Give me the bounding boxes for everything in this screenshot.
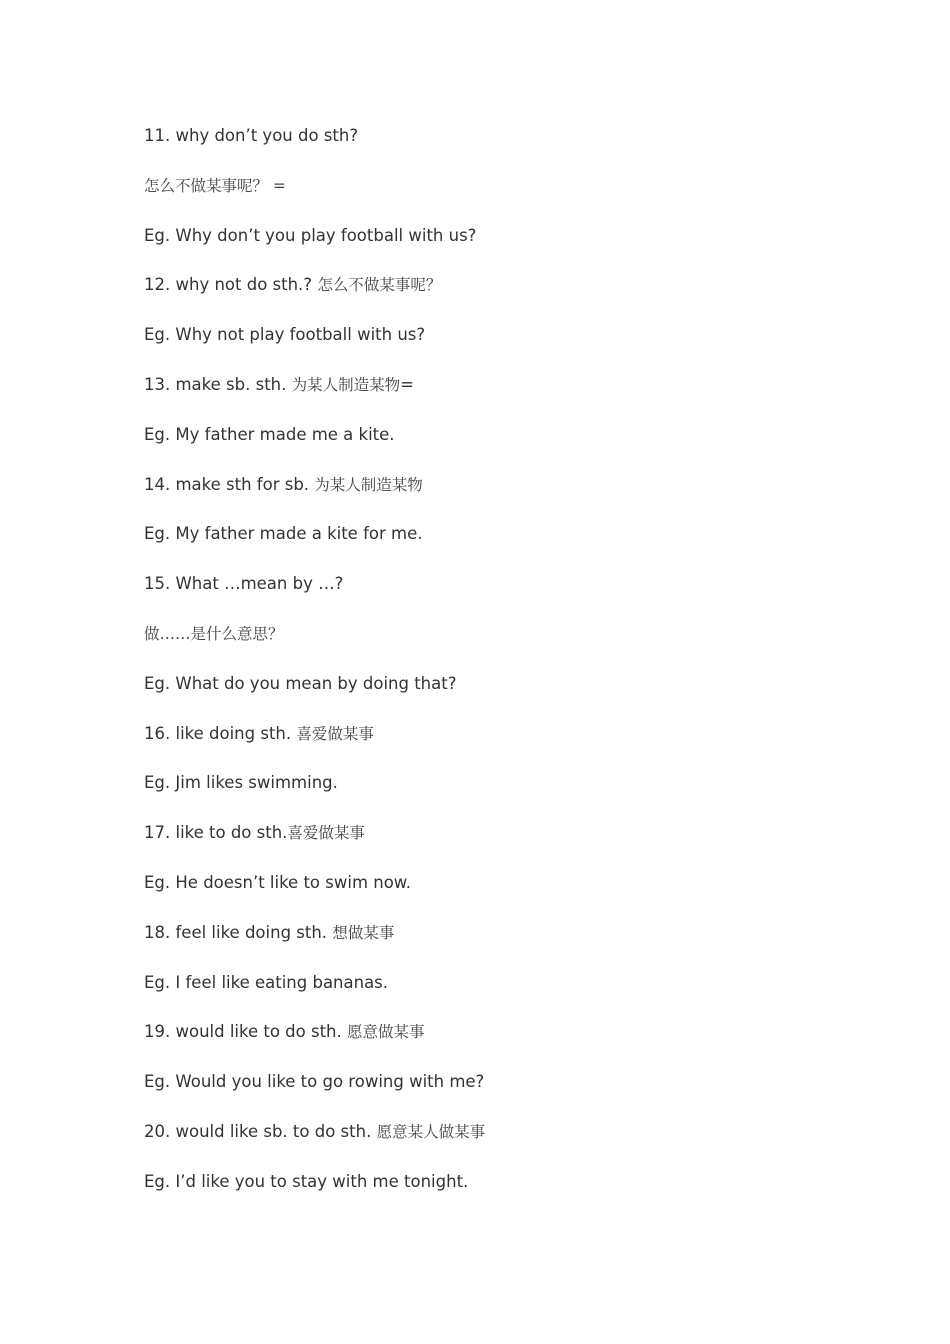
text-line <box>144 769 844 819</box>
english-text: 20. would like sb. to do sth. <box>144 1121 377 1141</box>
text-line <box>144 670 844 720</box>
english-text: Eg. He doesn’t like to swim now. <box>144 872 412 892</box>
chinese-text: 喜爱做某事 <box>287 824 365 843</box>
chinese-text: 做……是什么意思？ <box>144 624 284 643</box>
text-line <box>144 1168 844 1218</box>
english-text: Eg. I’d like you to stay with me tonight. <box>144 1171 469 1191</box>
text-line <box>144 1018 844 1068</box>
english-text: 14. make sth for sb. <box>144 474 315 494</box>
english-text: 18. feel like doing sth. <box>144 922 333 942</box>
english-text: 17. like to do sth. <box>144 823 288 843</box>
text-line <box>144 371 844 421</box>
text-line <box>144 1068 844 1118</box>
chinese-text: 愿意某人做某事 <box>376 1122 486 1141</box>
text-line <box>144 172 844 222</box>
text-line <box>144 1118 844 1168</box>
chinese-text: 怎么不做某事呢？ = <box>144 176 286 195</box>
english-text: Eg. Would you like to go rowing with me? <box>144 1072 485 1092</box>
english-text: 13. make sb. sth. <box>144 374 292 394</box>
english-text: 19. would like to do sth. <box>144 1022 348 1042</box>
english-text: Eg. My father made a kite for me. <box>144 524 423 544</box>
english-text: 12. why not do sth.? <box>144 275 318 295</box>
english-text: Eg. My father made me a kite. <box>144 424 395 444</box>
chinese-text: 喜爱做某事 <box>296 724 374 743</box>
english-text: = <box>400 374 414 394</box>
text-line <box>144 321 844 371</box>
english-text: Eg. Why don’t you play football with us? <box>144 225 477 245</box>
chinese-text: 为某人制造某物 <box>314 475 423 494</box>
english-text: Eg. I feel like eating bananas. <box>144 972 389 992</box>
document-content <box>144 122 844 1218</box>
text-line <box>144 819 844 869</box>
text-line <box>144 919 844 969</box>
text-line <box>144 969 844 1019</box>
english-text: Eg. What do you mean by doing that? <box>144 673 457 693</box>
english-text: Eg. Why not play football with us? <box>144 325 426 345</box>
english-text: Eg. Jim likes swimming. <box>144 773 338 793</box>
text-line <box>144 720 844 770</box>
text-line <box>144 271 844 321</box>
english-text: 15. What …mean by …? <box>144 574 344 594</box>
english-text: 11. why don’t you do sth? <box>144 126 359 145</box>
text-line <box>144 520 844 570</box>
text-line <box>144 620 844 670</box>
english-text: 16. like doing sth. <box>144 723 297 743</box>
chinese-text: 愿意做某事 <box>347 1023 425 1042</box>
chinese-text: 为某人制造某物 <box>291 375 401 394</box>
text-line <box>144 222 844 272</box>
chinese-text: 想做某事 <box>332 923 395 942</box>
text-line <box>144 122 844 172</box>
chinese-text: 怎么不做某事呢？ <box>317 276 442 295</box>
text-line <box>144 471 844 521</box>
text-line <box>144 421 844 471</box>
text-line <box>144 869 844 919</box>
text-line <box>144 570 844 620</box>
